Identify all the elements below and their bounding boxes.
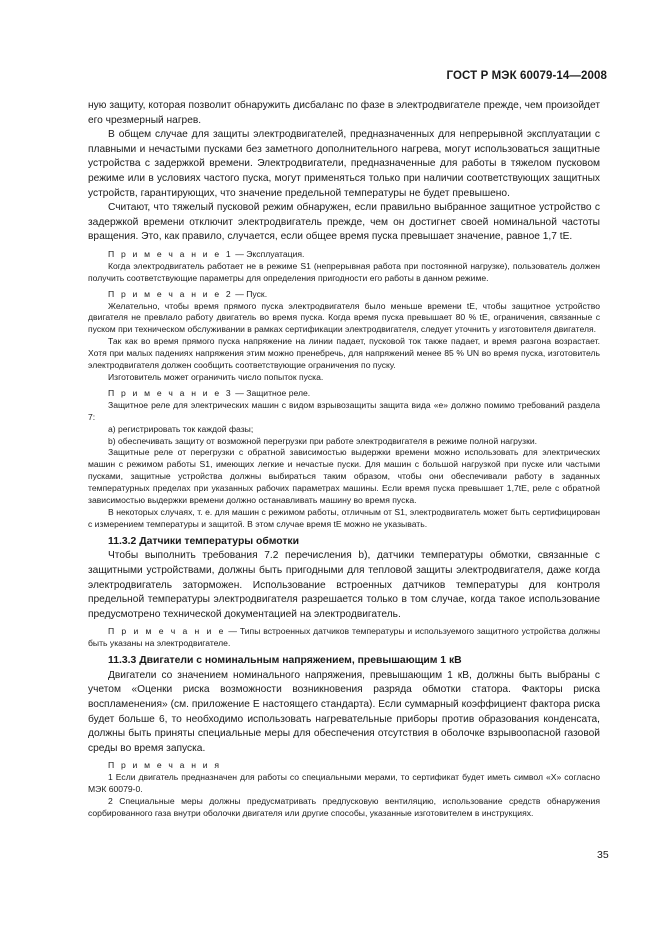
page-number: 35 xyxy=(597,849,609,861)
note-1-text: Когда электродвигатель работает не в режиме S1 (непрерывная работа при постоянной нагрузке), пользователь должен получить соответствующие параметры для определения пригодности его работы в данном режиме. xyxy=(88,260,600,283)
notes-heading xyxy=(88,760,600,772)
note-3-item-b: b) обеспечивать защиту от возможной перегрузки при работе электродвигателя в режиме полной нагрузки. xyxy=(108,435,538,446)
paragraph-5: Двигатели со значением номинального напряжения, превышающим 1 кВ, должны быть выбраны с учетом «Оценки риска возможности возникновения разряда обмотки статора. Факторы риска воспламенения» (см. приложение Е настоящего стандарта). Если суммарный коэффициент фактора риска будет больше 6, то необходимо использовать нагревательные приборы против образования конденсата, должны быть приняты специальные меры для обеспечения отсутствия в оболочке взрывоопасной газовой среды во время запуска. xyxy=(88,669,600,754)
note-3-text-2: Защитные реле от перегрузки с обратной зависимостью выдержки времени можно использовать для электрических машин с режимом работы S1, имеющих легкие и нечастые пуски. Для машин с большой нагрузкой при пуске или частыми пусками, защитные устройства должны выбираться таким образом, чтобы они обеспечивали работу в заданных температурных пределах при указанных рабочих параметрах машины. Если время пуска превышает 1,7tE, реле с обратной зависимостью выдержки времени должно останавливать машину во время пуска. xyxy=(88,447,600,506)
note-3-label: П р и м е ч а н и е 3 xyxy=(108,387,233,398)
note-4-text: — Типы встроенных датчиков температуры и используемого защитного устройства должны быть указаны на электродвигателе. xyxy=(88,626,600,649)
note-2-label: П р и м е ч а н и е 2 xyxy=(108,288,233,299)
note-3-item-a: а) регистрировать ток каждой фазы; xyxy=(108,423,254,434)
note-3-heading xyxy=(88,388,600,400)
note-3-title: — Защитное реле. xyxy=(232,387,311,398)
note-3-text-1: Защитное реле для электрических машин с видом взрывозащиты защита вида «е» должно помимо требований раздела 7: xyxy=(88,399,600,422)
note-2-text-2: Так как во время прямого пуска напряжение на линии падает, пусковой ток также падает, и время разгона возрастает. Хотя при малых падениях напряжения этим можно пренебречь, для напряжений менее 85 % UN во время пуска, изготовитель электродвигателя должен сообщить соответствующие ограничения по пуску. xyxy=(88,336,600,371)
note-1-title: — Эксплуатация. xyxy=(232,248,305,259)
note-4-label: П р и м е ч а н и е xyxy=(108,626,226,637)
page-body xyxy=(88,99,600,820)
note-3-text-3: В некоторых случаях, т. е. для машин с режимом работы, отличным от S1, электродвигатель может быть сертифицирован с измерением температуры и защитой. В этом случае время tE можно не указывать. xyxy=(88,506,600,529)
paragraph-3: Считают, что тяжелый пусковой режим обнаружен, если правильно выбранное защитное устройство с задержкой времени отключит электродвигатель прежде, чем он достигнет своей номинальной частоты вращения. Это, как правило, случается, если общее время пуска превышает значение, равное 1,7 tE. xyxy=(88,202,600,243)
section-heading-11-3-3: 11.3.3 Двигатели с номинальным напряжением, превышающим 1 кВ xyxy=(108,655,462,667)
note-2-title: — Пуск. xyxy=(232,288,268,299)
paragraph-4: Чтобы выполнить требования 7.2 перечисления b), датчики температуры обмотки, связанные с защитными устройствами, должны быть пригодными для тепловой защиты электродвигателя, даже когда электродвигатель заторможен. Использование встроенных датчиков температуры для контроля предельной температуры электродвигателя разрешается только в том случае, когда такое использование предусмотрено технической документацией на электродвигатель. xyxy=(88,550,600,620)
note-5-item-2: 2 Специальные меры должны предусматривать предпусковую вентиляцию, использование средств обнаружения сорбированного газа внутри оболочки двигателя или другие способы, указанные изготовителем в инструкциях. xyxy=(88,796,600,818)
note-1-label: П р и м е ч а н и е 1 xyxy=(108,248,233,259)
paragraph-1: ную защиту, которая позволит обнаружить дисбаланс по фазе в электродвигателе прежде, чем произойдет его чрезмерный нагрев. xyxy=(88,100,600,126)
paragraph-2: В общем случае для защиты электродвигателей, предназначенных для непрерывной эксплуатации с плавными и нечастыми пусками без заметного дополнительного нагрева, могут использоваться защитные устройства с задержкой времени. Электродвигатели, предназначенные для работы в тяжелом пусковом режиме или в условиях частого пуска, могут применяться только при наличии соответствующих защитных устройств, гарантирующих, что значение предельной температуры не будет превышено. xyxy=(88,129,600,199)
standard-title: ГОСТ Р МЭК 60079-14—2008 xyxy=(446,70,607,82)
note-4 xyxy=(88,626,600,650)
note-5-item-1: 1 Если двигатель предназначен для работы со специальными мерами, то сертификат будет иметь символ «X» согласно МЭК 60079-0. xyxy=(88,772,600,795)
notes-label: П р и м е ч а н и я xyxy=(108,760,222,771)
note-2-text-3: Изготовитель может ограничить число попыток пуска. xyxy=(108,372,324,382)
note-1-heading xyxy=(88,249,600,261)
note-2-text-1: Желательно, чтобы время прямого пуска электродвигателя было меньше времени tE, чтобы защитное устройство двигателя не превлало работу двигатель во время пуска. Когда время пуска превышает 80 % tE, ограничения, связанные с пуском при техническом обслуживании в рамках сертификации электродвигателя, следует уточнить у изготовителя двигателя. xyxy=(88,300,600,335)
note-2-heading xyxy=(88,289,600,301)
section-heading-11-3-2: 11.3.2 Датчики температуры обмотки xyxy=(108,535,300,547)
